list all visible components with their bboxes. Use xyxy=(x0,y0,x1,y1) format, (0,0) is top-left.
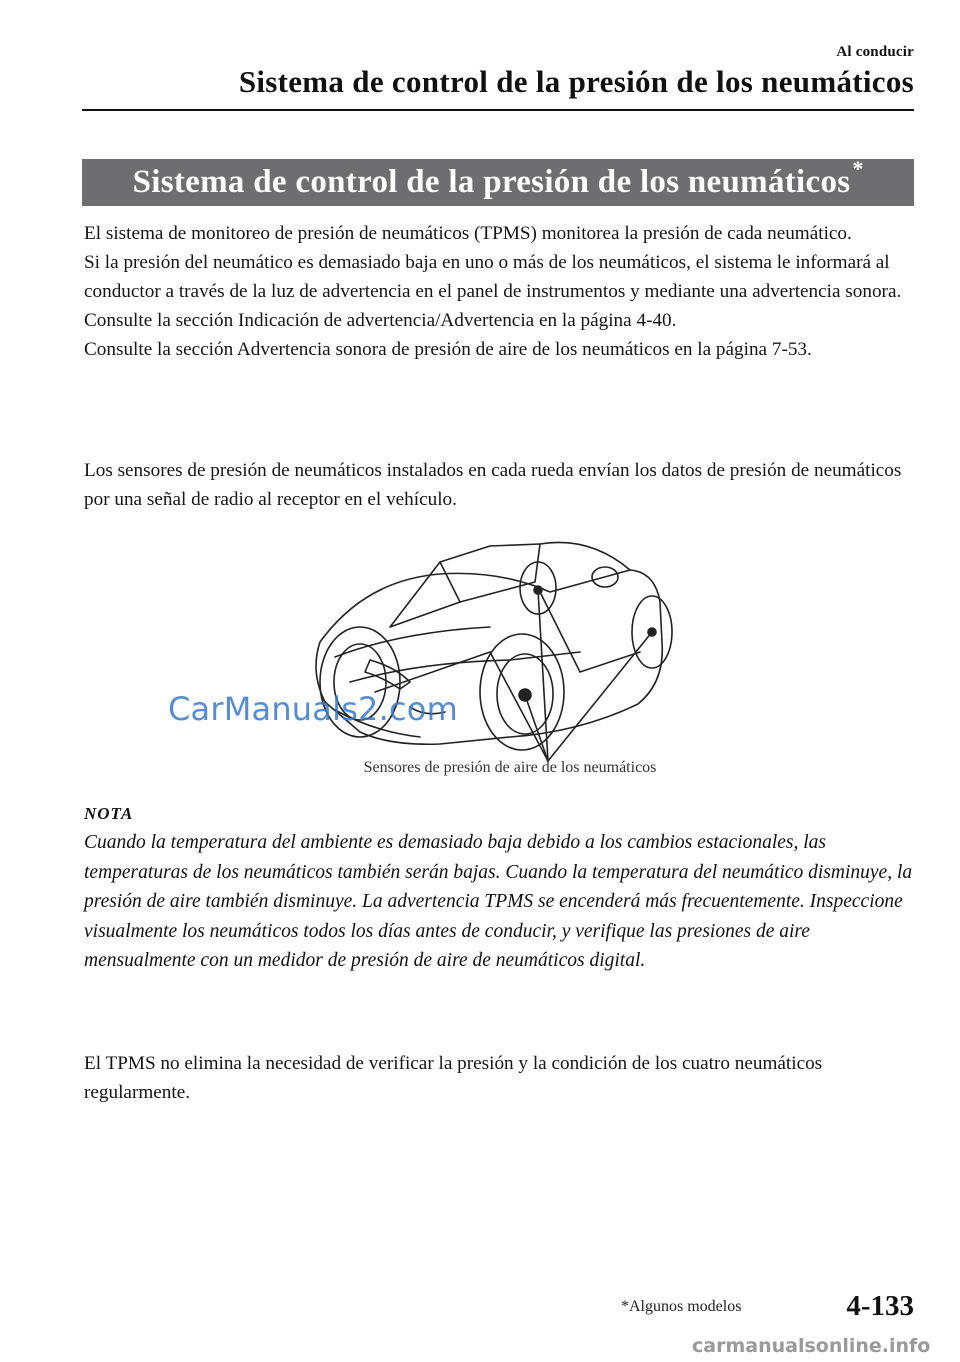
footer-models-note: *Algunos modelos xyxy=(621,1298,742,1315)
chapter-title: Sistema de control de la presión de los neumáticos xyxy=(238,64,914,99)
intro-text xyxy=(84,219,924,364)
intro-paragraph-2: Si la presión del neumático es demasiado baja en uno o más de los neumáticos, el sistema le informará al conductor a través de la luz de advertencia en el panel de instrumentos y mediante una advertencia sonora. xyxy=(84,252,902,302)
intro-paragraph-4: Consulte la sección Advertencia sonora de presión de aire de los neumáticos en la página 7-53. xyxy=(84,339,812,360)
intro-paragraph-1: El sistema de monitoreo de presión de neumáticos (TPMS) monitorea la presión de cada neumático. xyxy=(84,223,852,244)
section-banner xyxy=(82,155,914,206)
site-watermark: carmanualsonline.info xyxy=(692,1335,931,1357)
sensors-paragraph: Los sensores de presión de neumáticos instalados en cada rueda envían los datos de presión de neumáticos por una señal de radio al receptor en el vehículo. xyxy=(84,460,902,510)
final-paragraph: El TPMS no elimina la necesidad de verificar la presión y la condición de los cuatro neumáticos regularmente. xyxy=(84,1053,823,1103)
note-block xyxy=(84,799,924,976)
page-number: 4-133 xyxy=(846,1290,914,1322)
intro-paragraph-3: Consulte la sección Indicación de advertencia/Advertencia en la página 4-40. xyxy=(84,310,677,331)
carmanuals-watermark: CarManuals2.com xyxy=(168,690,458,728)
section-label: Al conducir xyxy=(836,44,914,60)
car-line-drawing xyxy=(160,532,760,782)
note-label: NOTA xyxy=(84,804,134,823)
note-text: Cuando la temperatura del ambiente es demasiado baja debido a los cambios estacionales, las temperaturas de los neumáticos también serán bajas. Cuando la temperatura del neumático disminuye, la presión de aire también disminuye. La advertencia TPMS se encenderá más frecuentemente. Inspeccione visualmente los neumáticos todos los días antes de conducir, y verifique las presiones de aire mensualmente con un medidor de presión de aire de neumáticos digital. xyxy=(84,832,913,971)
header-rule xyxy=(82,109,914,111)
figure-caption: Sensores de presión de aire de los neumáticos xyxy=(363,759,657,776)
banner-title: Sistema de control de la presión de los neumáticos xyxy=(132,164,851,200)
car-sensor-illustration xyxy=(160,532,760,782)
banner-asterisk: * xyxy=(852,155,864,181)
